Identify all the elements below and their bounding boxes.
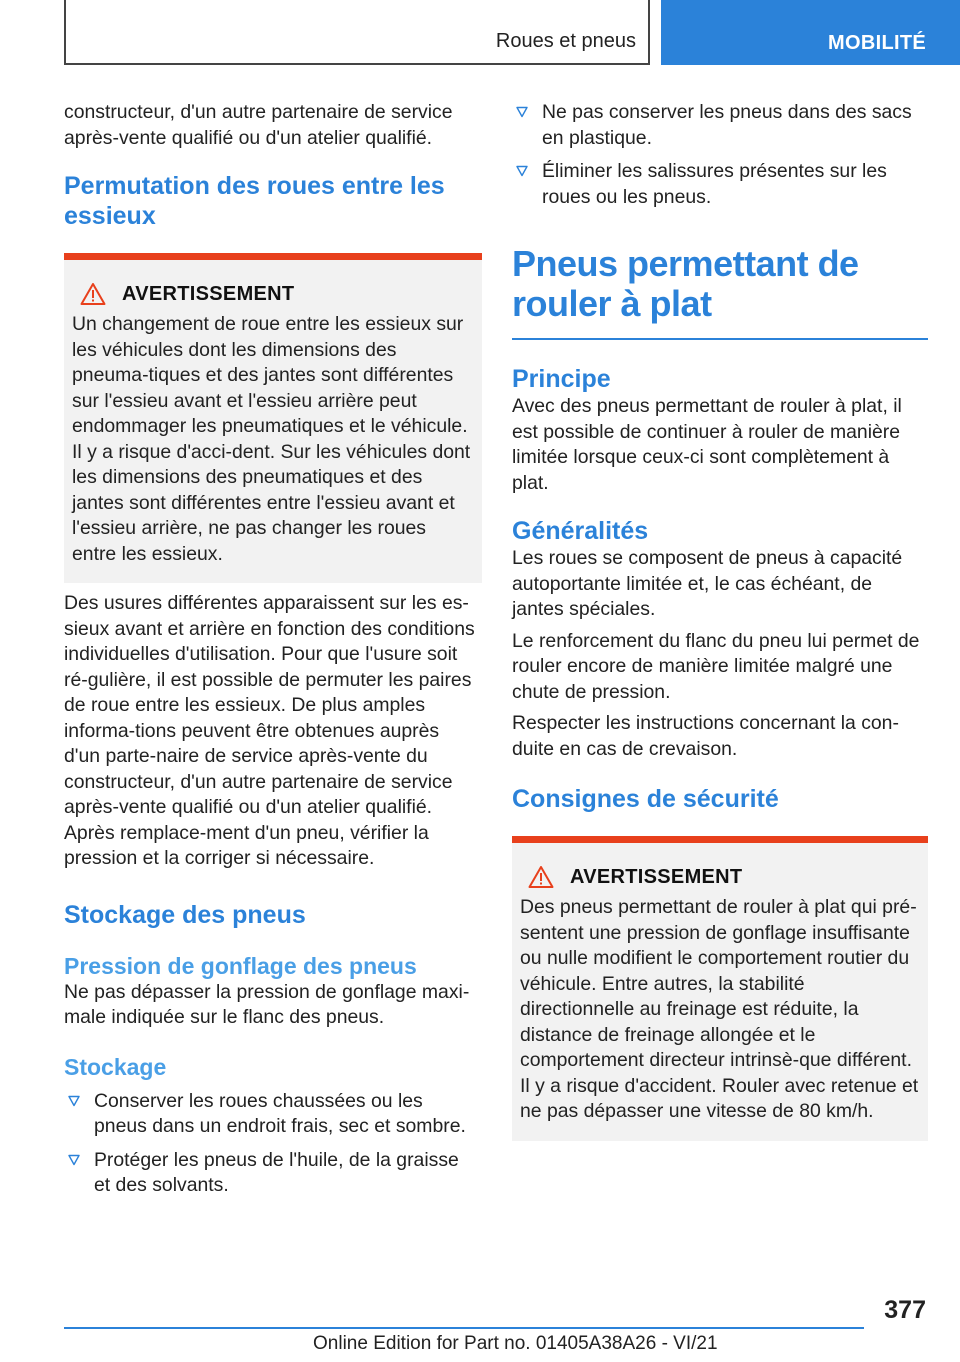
generalites-paragraph-3: Respecter les instructions concernant la con-duite en cas de crevaison.	[512, 712, 899, 760]
bullet-triangle-icon	[516, 106, 528, 118]
heading-divider	[512, 338, 928, 340]
heading-consignes: Consignes de sécurité	[512, 785, 779, 813]
warning-text: Des pneus permettant de rouler à plat qui pré-sentent une pression de gonflage insuffisante ou nulle modifient le comportement routier du véhicule. Entre autres, la stabilité directionnelle au freinage est réduite, la distance de freinage allongée et le comportement directeur intrinsè-que différent. Il y a risque d'accident. Rouler avec retenue et ne pas dépasser une vitesse de 80 km/h.	[520, 896, 919, 1122]
usure-paragraph: Des usures différentes apparaissent sur les es-sieux avant et arrière en fonction des conditions individuelles d'utilisation. Pour que l'usure soit ré-gulière, il est possible de permuter les paires de roue entre les essieux. De plus amples informa-tions peuvent être obtenues auprès d'un parte-naire de service après-vente du constructeur, d'un autre partenaire de service après-vente qualifié ou d'un atelier qualifié. Après remplace-ment d'un pneu, vérifier la pression et la corriger si nécessaire.	[64, 592, 475, 869]
heading-principe: Principe	[512, 365, 611, 393]
generalites-paragraph-1: Les roues se composent de pneus à capacité autoportante limitée et, le cas échéant, de jantes spéciales.	[512, 547, 903, 620]
footer-divider	[64, 1327, 864, 1329]
page-number: 377	[884, 1296, 926, 1324]
list-item: Éliminer les salissures présentes sur les roues ou les pneus.	[512, 159, 928, 210]
bullet-triangle-icon	[516, 165, 528, 177]
warning-text: Un changement de roue entre les essieux sur les véhicules dont les dimensions des pneuma-tiques et des jantes sont différentes sur l'essieu avant et l'essieu arrière peut endommager les pneumatiques et le véhicule. Il y a risque d'acci-dent. Sur les véhicules dont les dimensions des pneumatiques et des jantes sont différentes entre l'essieu avant et l'essieu arrière, ne pas changer les roues entre les essieux.	[72, 313, 471, 565]
header-chapter-title: MOBILITÉ	[828, 32, 926, 54]
pression-paragraph: Ne pas dépasser la pression de gonflage maxi-male indiquée sur le flanc des pneus.	[64, 980, 470, 1028]
footer-edition: Online Edition for Part no. 01405A38A26 - VI/21	[313, 1333, 718, 1354]
bullet-triangle-icon	[68, 1154, 80, 1166]
intro-paragraph: constructeur, d'un autre partenaire de service après-vente qualifié ou d'un atelier qualifié.	[64, 101, 453, 149]
warning-title: AVERTISSEMENT	[570, 865, 743, 888]
header-section-title: Roues et pneus	[495, 30, 636, 52]
warning-title: AVERTISSEMENT	[122, 282, 295, 305]
stockage-list	[64, 1089, 480, 1199]
list-item: Ne pas conserver les pneus dans des sacs en plastique.	[512, 100, 928, 151]
heading-runflat: Pneus permettant de rouler à plat	[512, 243, 859, 324]
left-column	[64, 100, 480, 1207]
heading-stockage: Stockage	[64, 1053, 167, 1080]
heading-pression: Pression de gonflage des pneus	[64, 952, 417, 979]
warning-triangle-icon	[80, 282, 106, 306]
bullet-triangle-icon	[68, 1095, 80, 1107]
heading-generalites: Généralités	[512, 517, 649, 545]
warning-box-runflat	[512, 836, 928, 1141]
header-section-box	[64, 0, 650, 65]
heading-permutation: Permutation des roues entre les essieux	[64, 172, 445, 230]
warning-header	[520, 865, 920, 889]
stockage-list-continued	[512, 100, 928, 210]
right-column	[512, 100, 928, 1141]
list-item: Conserver les roues chaussées ou les pneus dans un endroit frais, sec et sombre.	[64, 1089, 480, 1140]
list-item: Protéger les pneus de l'huile, de la graisse et des solvants.	[64, 1148, 480, 1199]
principe-paragraph: Avec des pneus permettant de rouler à plat, il est possible de continuer à rouler de manière limitée lorsque ceux-ci sont complètement à plat.	[512, 395, 902, 494]
header-chapter-tab	[661, 0, 960, 65]
heading-stockage-pneus: Stockage des pneus	[64, 900, 306, 929]
warning-triangle-icon	[528, 865, 554, 889]
warning-box-permutation	[64, 253, 482, 583]
warning-header	[72, 282, 474, 306]
generalites-paragraph-2: Le renforcement du flanc du pneu lui permet de rouler encore de manière limitée malgré une chute de pression.	[512, 629, 920, 703]
